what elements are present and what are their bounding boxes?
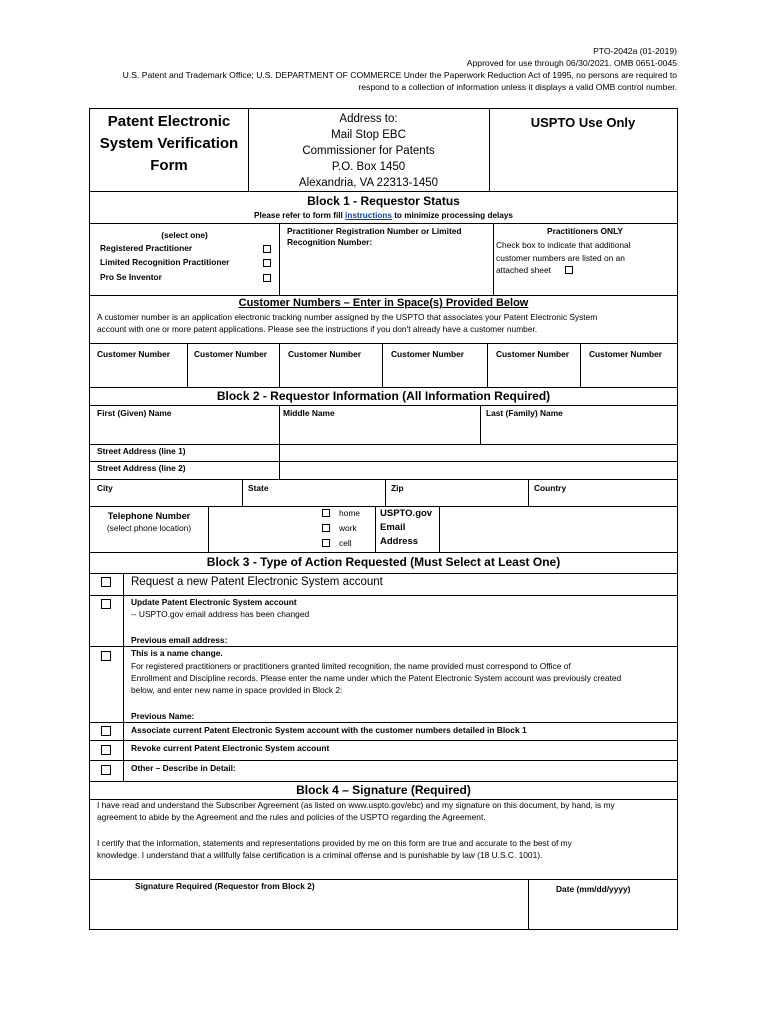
subscriber-agreement-text: I have read and understand the Subscriber Agreement (as listed on www.uspto.gov/ebc) and my signature on this document, by hand, is my agreement to abide by the Agreement and the rules and policies of the USPTO regarding the Agreement.: [97, 800, 615, 822]
certification-text: I certify that the information, statements and representations provided by me on this form are true and accurate to the best of my knowledge. I understand that a willfully false certification is a criminal offense and is punishable by law (18 U.S.C. 1001).: [97, 838, 572, 860]
block3-title: Block 3 - Type of Action Requested (Must Select at Least One): [206, 555, 561, 569]
form-id: PTO-2042a (01-2019): [593, 46, 677, 56]
action-update-account-title: Update Patent Electronic System account: [131, 597, 297, 607]
phone-cell-label: cell: [339, 538, 352, 548]
form-header: [123, 45, 677, 93]
date-field[interactable]: [529, 899, 676, 929]
block1-title: Block 1 - Requestor Status: [307, 194, 460, 208]
phone-work-checkbox[interactable]: [322, 524, 330, 532]
omb-approval: Approved for use through 06/30/2021. OMB 0651-0045: [466, 58, 677, 68]
phone-cell-checkbox[interactable]: [322, 539, 330, 547]
telephone-input[interactable]: [209, 507, 322, 551]
action-new-account-label: Request a new Patent Electronic System account: [131, 576, 383, 588]
uspto-email-label: USPTO.gov Email Address: [380, 508, 433, 547]
action-revoke-checkbox[interactable]: [101, 745, 111, 755]
street2-label: Street Address (line 2): [97, 463, 186, 473]
action-update-account-sub: -- USPTO.gov email address has been changed: [131, 609, 310, 619]
last-name-label: Last (Family) Name: [486, 408, 563, 418]
select-one-label: (select one): [161, 230, 208, 240]
state-label: State: [248, 483, 269, 493]
action-new-account-checkbox[interactable]: [101, 577, 111, 587]
action-update-account-checkbox[interactable]: [101, 599, 111, 609]
verification-form: [89, 108, 678, 930]
first-name-label: First (Given) Name: [97, 408, 172, 418]
phone-work-label: work: [339, 523, 357, 533]
signature-field[interactable]: [91, 895, 527, 929]
street1-label: Street Address (line 1): [97, 446, 186, 456]
telephone-sub-label: (select phone location): [106, 523, 192, 533]
country-label: Country: [534, 483, 567, 493]
action-name-change-desc: For registered practitioners or practitioners granted limited recognition, the name provided must correspond to Office of Enrollment and Discipline records. Please enter the name under which the Patent Electronic System account was previously created below, and enter new name in space provided in Block 2:: [131, 661, 622, 695]
uspto-email-input[interactable]: [440, 507, 676, 551]
form-title: Patent Electronic System Verification Form: [99, 113, 239, 174]
block4-title: Block 4 – Signature (Required): [296, 783, 471, 797]
zip-label: Zip: [391, 483, 404, 493]
mailing-address: Address to: Mail Stop EBC Commissioner for Patents P.O. Box 1450 Alexandria, VA 22313-1450: [298, 113, 439, 189]
action-revoke-label: Revoke current Patent Electronic System account: [131, 743, 330, 753]
customer-number-col-6: Customer Number: [589, 349, 663, 359]
pro-se-inventor-checkbox[interactable]: [263, 274, 271, 282]
opt-prose-label: Pro Se Inventor: [100, 272, 162, 282]
agency-line-2: respond to a collection of information unless it displays a valid OMB control number.: [358, 82, 677, 92]
previous-name-label: Previous Name:: [131, 711, 195, 721]
action-associate-checkbox[interactable]: [101, 726, 111, 736]
registration-number-input[interactable]: [280, 249, 492, 293]
instructions-link[interactable]: instructions: [345, 211, 392, 220]
registration-number-label: Practitioner Registration Number or Limited Recognition Number:: [287, 226, 462, 247]
uspto-use-only: USPTO Use Only: [530, 115, 636, 130]
previous-email-label: Previous email address:: [131, 635, 228, 645]
opt-limited-label: Limited Recognition Practitioner: [100, 257, 230, 267]
block2-title: Block 2 - Requestor Information (All Information Required): [216, 389, 551, 403]
customer-number-col-1: Customer Number: [97, 349, 171, 359]
city-label: City: [97, 483, 113, 493]
phone-home-checkbox[interactable]: [322, 509, 330, 517]
registered-practitioner-checkbox[interactable]: [263, 245, 271, 253]
block1-instructions: Please refer to form fill instructions to minimize processing delays: [254, 211, 513, 220]
customer-numbers-desc: A customer number is an application electronic tracking number assigned by the USPTO that associates your Patent Electronic System account with one or more patent applications. Please see the instructions if you don't already have a customer number.: [97, 312, 598, 334]
agency-line-1: U.S. Patent and Trademark Office; U.S. DEPARTMENT OF COMMERCE Under the Paperwork Reduction Act of 1995, no persons are required to: [122, 70, 677, 80]
action-associate-label: Associate current Patent Electronic System account with the customer numbers detailed in Block 1: [131, 725, 527, 735]
customer-numbers-title: Customer Numbers – Enter in Space(s) Provided Below: [238, 297, 529, 309]
customer-number-col-2: Customer Number: [194, 349, 268, 359]
action-name-change-title: This is a name change.: [131, 648, 223, 658]
practitioners-only-text: Check box to indicate that additional customer numbers are listed on an attached sheet: [496, 240, 631, 275]
action-name-change-checkbox[interactable]: [101, 651, 111, 661]
phone-home-label: home: [339, 508, 360, 518]
action-other-label: Other – Describe in Detail:: [131, 763, 236, 773]
date-label: Date (mm/dd/yyyy): [556, 884, 631, 894]
limited-recognition-checkbox[interactable]: [263, 259, 271, 267]
practitioners-only-title: Practitioners ONLY: [546, 226, 624, 236]
additional-customers-checkbox[interactable]: [565, 266, 573, 274]
signature-label: Signature Required (Requestor from Block 2): [135, 881, 315, 891]
customer-number-col-4: Customer Number: [391, 349, 465, 359]
opt-registered-label: Registered Practitioner: [100, 243, 193, 253]
customer-number-col-5: Customer Number: [496, 349, 570, 359]
action-other-checkbox[interactable]: [101, 765, 111, 775]
middle-name-label: Middle Name: [283, 408, 335, 418]
customer-number-col-3: Customer Number: [288, 349, 362, 359]
telephone-label: Telephone Number: [107, 511, 191, 521]
